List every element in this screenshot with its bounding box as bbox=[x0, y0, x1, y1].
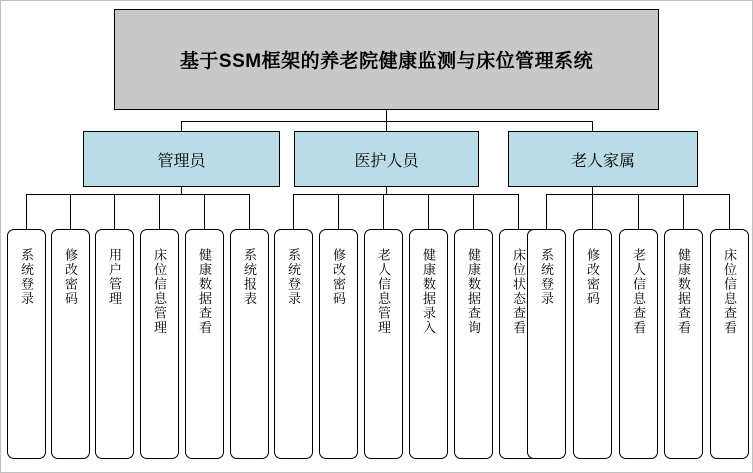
connector-group1-drop-6 bbox=[249, 194, 250, 229]
connector-group1-drop-1 bbox=[26, 194, 27, 229]
leaf-node-label: 系统报表 bbox=[242, 248, 257, 306]
leaf-node bbox=[51, 229, 90, 459]
leaf-node-label: 系统登录 bbox=[286, 248, 301, 306]
connector-group2-drop-4 bbox=[428, 194, 429, 229]
connector-group1-bus bbox=[26, 194, 249, 195]
connector-group2-drop-5 bbox=[473, 194, 474, 229]
leaf-node bbox=[274, 229, 313, 459]
leaf-node bbox=[364, 229, 403, 459]
leaf-node bbox=[664, 229, 703, 459]
role-node-label: 医护人员 bbox=[354, 152, 419, 170]
leaf-node bbox=[185, 229, 224, 459]
leaf-node-label: 老人信息管理 bbox=[376, 248, 391, 335]
leaf-node bbox=[454, 229, 493, 459]
leaf-node bbox=[710, 229, 749, 459]
leaf-node bbox=[527, 229, 566, 459]
connector-group2-bus bbox=[293, 194, 518, 195]
leaf-node bbox=[619, 229, 658, 459]
leaf-node-label: 健康数据查看 bbox=[676, 248, 691, 335]
leaf-node bbox=[573, 229, 612, 459]
leaf-node-label: 修改密码 bbox=[331, 248, 346, 306]
leaf-node-label: 床位信息查看 bbox=[722, 248, 737, 335]
leaf-node bbox=[95, 229, 134, 459]
leaf-node-label: 老人信息查看 bbox=[631, 248, 646, 335]
role-node-label: 老人家属 bbox=[570, 152, 635, 170]
connector-group2-drop-3 bbox=[383, 194, 384, 229]
leaf-node bbox=[140, 229, 179, 459]
leaf-node bbox=[409, 229, 448, 459]
connector-group1-drop-2 bbox=[70, 194, 71, 229]
connector-group3-drop-5 bbox=[729, 194, 730, 229]
leaf-node-label: 系统登录 bbox=[19, 248, 34, 306]
leaf-node bbox=[230, 229, 269, 459]
leaf-node-label: 健康数据录入 bbox=[421, 248, 436, 335]
leaf-node bbox=[319, 229, 358, 459]
connector-group3-drop-3 bbox=[638, 194, 639, 229]
role-node-medical-staff bbox=[294, 131, 479, 187]
leaf-node-label: 健康数据查询 bbox=[466, 248, 481, 335]
connector-group1-drop-5 bbox=[204, 194, 205, 229]
connector-role-drop-3 bbox=[592, 121, 593, 131]
connector-group2-drop-6 bbox=[518, 194, 519, 229]
leaf-node-label: 用户管理 bbox=[107, 248, 122, 306]
connector-role-drop-2 bbox=[386, 121, 387, 131]
leaf-node-label: 健康数据查看 bbox=[197, 248, 212, 335]
leaf-node-label: 床位状态查看 bbox=[511, 248, 526, 335]
leaf-node-label: 修改密码 bbox=[63, 248, 78, 306]
root-node-label: 基于SSM框架的养老院健康监测与床位管理系统 bbox=[179, 51, 594, 72]
connector-role-drop-1 bbox=[181, 121, 182, 131]
role-node-administrator bbox=[83, 131, 280, 187]
leaf-node-label: 床位信息管理 bbox=[152, 248, 167, 335]
root-node bbox=[114, 9, 659, 110]
role-node-family bbox=[508, 131, 698, 187]
role-node-label: 管理员 bbox=[157, 152, 206, 170]
connector-group1-drop-3 bbox=[114, 194, 115, 229]
connector-group3-drop-4 bbox=[683, 194, 684, 229]
leaf-node-label: 系统登录 bbox=[539, 248, 554, 306]
connector-group3-drop-1 bbox=[546, 194, 547, 229]
leaf-node bbox=[7, 229, 46, 459]
connector-group3-drop-2 bbox=[592, 194, 593, 229]
leaf-node-label: 修改密码 bbox=[585, 248, 600, 306]
connector-group2-drop-2 bbox=[338, 194, 339, 229]
connector-group2-drop-1 bbox=[293, 194, 294, 229]
connector-group1-drop-4 bbox=[159, 194, 160, 229]
